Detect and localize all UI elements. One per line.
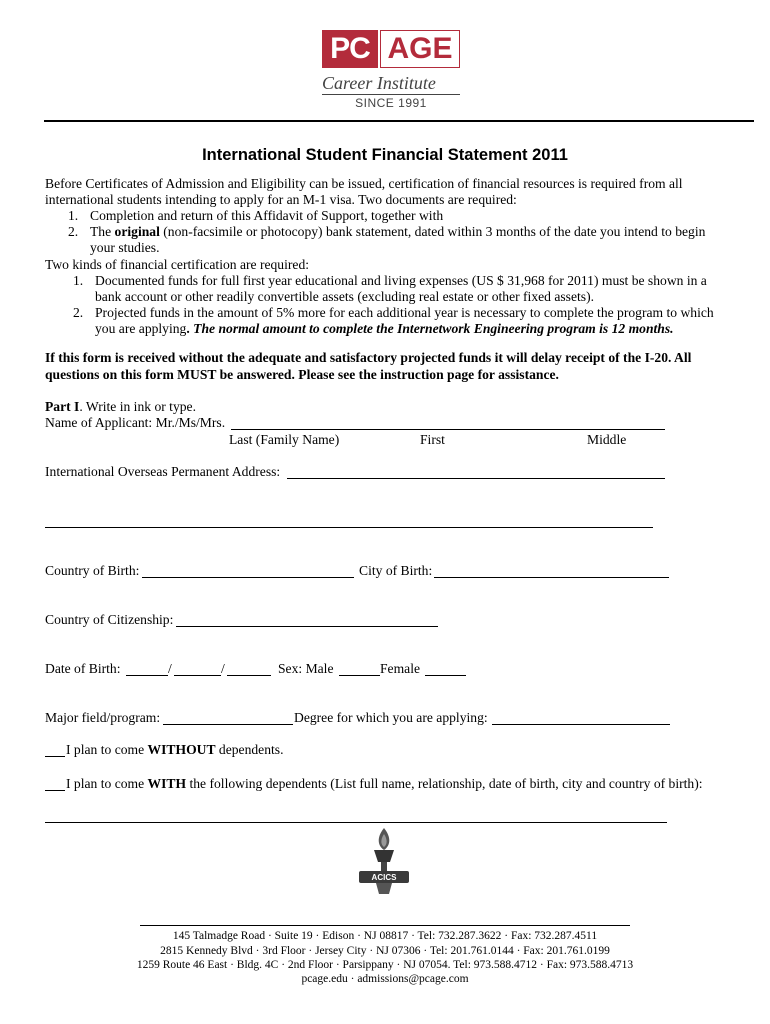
logo-subtitle: Career Institute: [322, 72, 460, 95]
sex-male-field[interactable]: [339, 675, 380, 676]
requirement-2: The original (non-facsimile or photocopy) bank statement, dated within 3 months of the date you intend to begin: [90, 224, 706, 239]
logo-pc: PC: [322, 30, 378, 68]
country-of-birth-label: Country of Birth:: [45, 563, 140, 578]
overseas-address-field-2[interactable]: [45, 527, 653, 528]
sex-female-label: Female: [380, 661, 421, 676]
header-divider: [44, 120, 754, 122]
citizenship-label: Country of Citizenship:: [45, 612, 174, 627]
certification-1-cont: bank account or other readily convertible assets (excluding real estate or other fixed assets).: [95, 289, 594, 304]
footer-divider: [140, 925, 630, 926]
date-of-birth-label: Date of Birth:: [45, 661, 121, 676]
requirement-1: Completion and return of this Affidavit of Support, together with: [90, 208, 444, 223]
major-field[interactable]: [163, 724, 293, 725]
applicant-name-field[interactable]: [231, 429, 665, 430]
footer-contact: pcage.edu · admissions@pcage.com: [301, 973, 469, 985]
dob-month-field[interactable]: [126, 675, 168, 676]
page-title: International Student Financial Statement 2011: [202, 146, 568, 164]
dob-year-field[interactable]: [227, 675, 271, 676]
warning-line-2: questions on this form MUST be answered. Please see the instruction page for assistance.: [45, 367, 559, 382]
logo-since: SINCE 1991: [355, 96, 427, 110]
without-dependents-checkbox[interactable]: [45, 756, 65, 757]
pcage-logo: [322, 30, 462, 114]
footer-address-jersey-city: 2815 Kennedy Blvd · 3rd Floor · Jersey City · NJ 07306 · Tel: 201.761.0144 · Fax: 201.761.0199: [160, 945, 610, 957]
requirement-2-cont: your studies.: [90, 240, 160, 255]
city-of-birth-label: City of Birth:: [359, 563, 433, 578]
part-1-heading: Part I. Write in ink or type.: [45, 399, 196, 414]
degree-field[interactable]: [492, 724, 670, 725]
middle-name-label: Middle: [587, 432, 627, 447]
last-name-label: Last (Family Name): [229, 432, 340, 447]
intro-line-2: international students intending to apply for an M-1 visa. Two documents are required:: [45, 192, 517, 207]
intro-line-1: Before Certificates of Admission and Eligibility can be issued, certification of financial resources is required from all: [45, 176, 683, 191]
dob-separator: /: [168, 661, 172, 676]
degree-label: Degree for which you are applying:: [294, 710, 488, 725]
city-of-birth-field[interactable]: [434, 577, 669, 578]
with-dependents-checkbox[interactable]: [45, 790, 65, 791]
acics-torch-icon: [356, 826, 412, 896]
without-dependents-label: I plan to come WITHOUT dependents.: [66, 742, 284, 757]
certification-2-cont: you are applying. The normal amount to complete the Internetwork Engineering program is 12 months.: [95, 321, 674, 336]
footer-address-edison: 145 Talmadge Road · Suite 19 · Edison · NJ 08817 · Tel: 732.287.3622 · Fax: 732.287.4511: [172, 930, 598, 942]
first-name-label: First: [420, 432, 445, 447]
certification-1: Documented funds for full first year educational and living expenses (US $ 31,968 for 2011) must be shown in a: [95, 273, 707, 288]
applicant-name-label: Name of Applicant: Mr./Ms/Mrs.: [45, 415, 226, 430]
list-number: 2.: [73, 305, 84, 320]
list-number: 1.: [68, 208, 79, 223]
warning-line-1: If this form is received without the adequate and satisfactory projected funds it will delay receipt of the I-20. All: [45, 350, 692, 365]
dependents-field[interactable]: [45, 822, 667, 823]
list-number: 1.: [73, 273, 84, 288]
citizenship-field[interactable]: [176, 626, 438, 627]
dob-day-field[interactable]: [174, 675, 221, 676]
with-dependents-label: I plan to come WITH the following dependents (List full name, relationship, date of birth, city and country of birth):: [66, 776, 703, 791]
list-number: 2.: [68, 224, 79, 239]
certification-2: Projected funds in the amount of 5% more for each additional year is necessary to complete the program to which: [95, 305, 714, 320]
footer-address-parsippany: 1259 Route 46 East · Bldg. 4C · 2nd Floor · Parsippany · NJ 07054. Tel: 973.588.4712 · Fax: 973.588.4713: [136, 959, 634, 971]
acics-label: ACICS: [371, 873, 397, 882]
overseas-address-field[interactable]: [287, 478, 665, 479]
dob-separator: /: [221, 661, 225, 676]
two-kinds-heading: Two kinds of financial certification are required:: [45, 257, 310, 272]
sex-female-field[interactable]: [425, 675, 466, 676]
overseas-address-label: International Overseas Permanent Address:: [45, 464, 281, 479]
sex-male-label: Sex: Male: [278, 661, 334, 676]
logo-age: AGE: [380, 30, 460, 68]
major-label: Major field/program:: [45, 710, 161, 725]
country-of-birth-field[interactable]: [142, 577, 354, 578]
